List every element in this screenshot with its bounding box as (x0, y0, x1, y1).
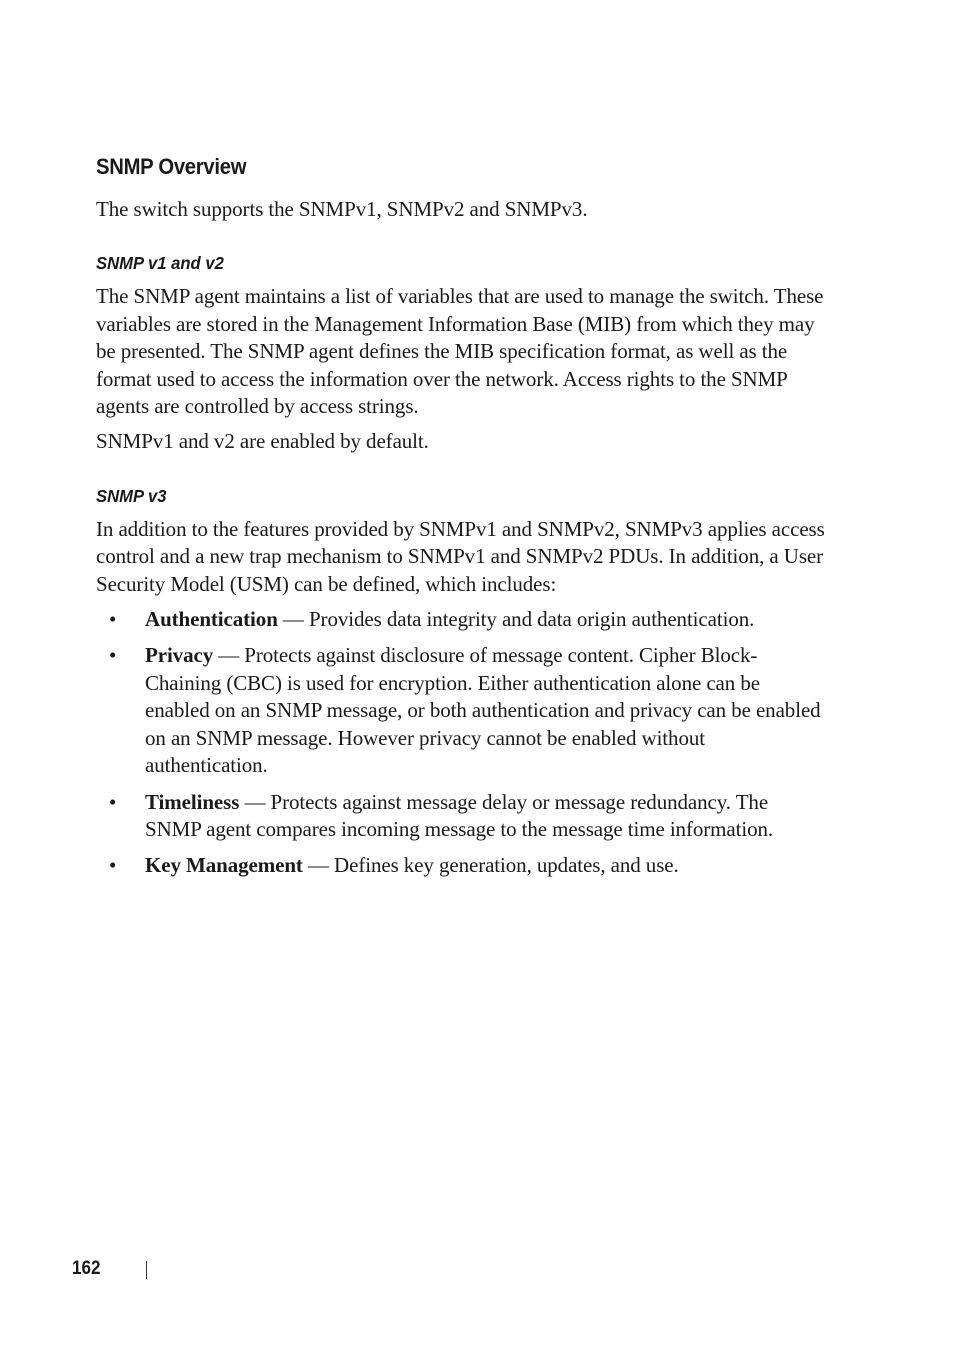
term-key-management: Key Management (145, 853, 303, 878)
list-item-privacy (96, 642, 826, 779)
description-key-management: — Defines key generation, updates, and use. (302, 853, 679, 878)
usm-feature-list (96, 606, 826, 880)
bullet-icon: • (109, 853, 117, 878)
list-item-authentication (96, 606, 826, 633)
term-timeliness: Timeliness (145, 789, 240, 814)
v1-v2-default-paragraph: SNMPv1 and v2 are enabled by default. (96, 429, 429, 454)
intro-paragraph: The switch supports the SNMPv1, SNMPv2 and SNMPv3. (96, 197, 588, 221)
term-authentication: Authentication (145, 607, 278, 632)
description-timeliness: — Protects against message delay or message redundancy. The SNMP agent compares incoming message to the message time information. (145, 789, 774, 841)
description-privacy: — Protects against disclosure of message content. Cipher Block-Chaining (CBC) is used for encryption. Either authentication alone can be enabled on an SNMP message, or both authentication and privacy can be enabled on an SNMP message. However privacy cannot be enabled without authentication. (145, 643, 821, 778)
term-privacy: Privacy (145, 643, 214, 668)
bullet-icon: • (109, 643, 117, 668)
list-item-timeliness (96, 789, 826, 844)
subsection-title-v3: SNMP v3 (96, 485, 167, 506)
v1-v2-paragraph: The SNMP agent maintains a list of variables that are used to manage the switch. These variables are stored in the Management Information Base (MIB) from which they may be presented. The SNMP agent defines the MIB specification format, as well as the format used to access the information over the network. Access rights to the SNMP agents are controlled by access strings. (96, 284, 824, 419)
list-item-key-management (96, 852, 826, 879)
page-footer (72, 1256, 104, 1282)
description-authentication: — Provides data integrity and data origin authentication. (277, 607, 755, 632)
subsection-title-v1-v2: SNMP v1 and v2 (96, 253, 224, 274)
page-content (96, 150, 826, 889)
page-number: 162 (72, 1258, 101, 1279)
footer-divider (146, 1261, 147, 1279)
bullet-icon: • (109, 607, 117, 632)
v3-paragraph: In addition to the features provided by SNMPv1 and SNMPv2, SNMPv3 applies access control and a new trap mechanism to SNMPv1 and SNMPv2 PDUs. In addition, a User Security Model (USM) can be defined, which includes: (96, 516, 825, 596)
bullet-icon: • (109, 789, 117, 814)
section-title: SNMP Overview (96, 154, 247, 179)
